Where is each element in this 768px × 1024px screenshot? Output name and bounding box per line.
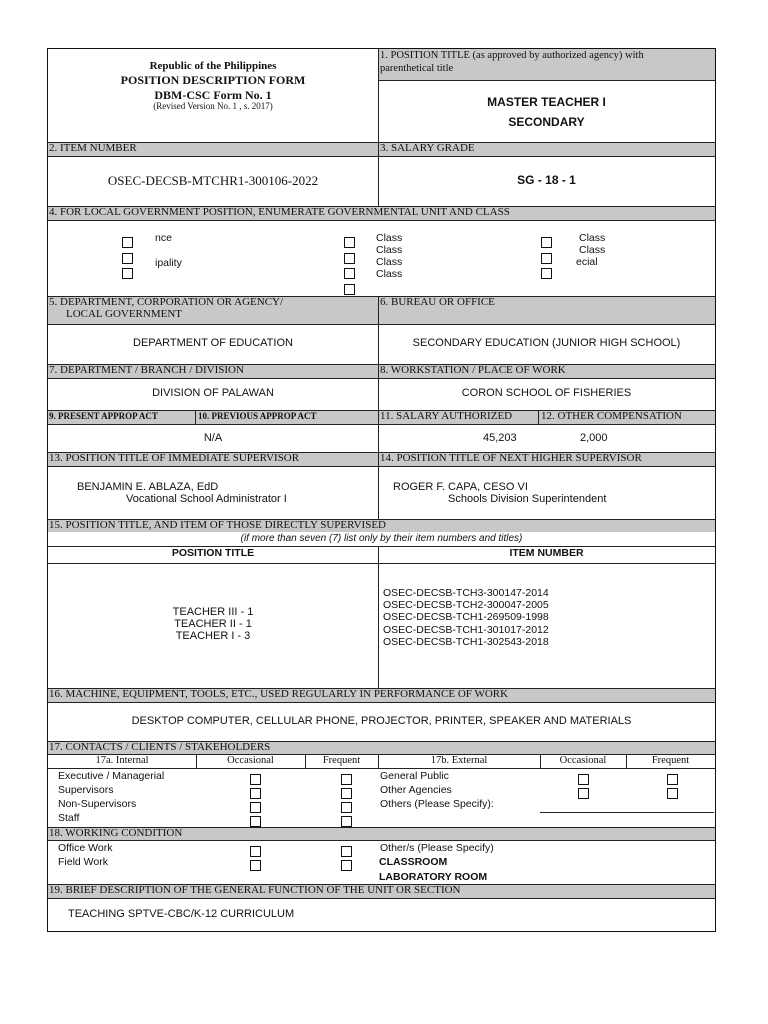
sec4-col2-a: Class bbox=[376, 232, 403, 244]
sec15-label: 15. POSITION TITLE, AND ITEM OF THOSE DIRECTLY SUPERVISED bbox=[49, 519, 386, 531]
sec4-col2-d: Class bbox=[376, 268, 403, 280]
sec10-label: 10. PREVIOUS APPROP ACT bbox=[198, 411, 317, 421]
sec16-label: 16. MACHINE, EQUIPMENT, TOOLS, ETC., USED REGULARLY IN PERFORMANCE OF WORK bbox=[49, 688, 509, 700]
sec8-label: 8. WORKSTATION / PLACE OF WORK bbox=[380, 364, 566, 376]
sec19-label: 19. BRIEF DESCRIPTION OF THE GENERAL FUNCTION OF THE UNIT OR SECTION bbox=[49, 884, 461, 896]
supervised-item: OSEC-DECSB-TCH2-300047-2005 bbox=[383, 599, 549, 611]
working-condition-checkbox[interactable] bbox=[250, 860, 261, 871]
working-condition-checkbox[interactable] bbox=[341, 860, 352, 871]
working-condition-item: Field Work bbox=[58, 856, 108, 868]
supervised-item: OSEC-DECSB-TCH1-269509-1998 bbox=[383, 611, 549, 623]
sec4-label: 4. FOR LOCAL GOVERNMENT POSITION, ENUMERATE GOVERNMENTAL UNIT AND CLASS bbox=[49, 206, 510, 218]
sec4-checkbox[interactable] bbox=[122, 237, 133, 248]
position-title: MASTER TEACHER I bbox=[487, 95, 606, 109]
sec1-label-2: parenthetical title bbox=[380, 63, 454, 74]
occasional-header: Occasional bbox=[227, 755, 274, 766]
supervised-position: TEACHER I - 3 bbox=[175, 630, 251, 642]
working-condition-checkbox[interactable] bbox=[341, 846, 352, 857]
sec11-label: 11. SALARY AUTHORIZED bbox=[380, 410, 513, 422]
immediate-supervisor-name: BENJAMIN E. ABLAZA, EdD bbox=[77, 481, 219, 493]
supervised-item: OSEC-DECSB-TCH1-302543-2018 bbox=[383, 636, 549, 648]
salary-authorized: 45,203 bbox=[483, 432, 517, 444]
external-occasional-checkbox[interactable] bbox=[578, 788, 589, 799]
form-name: POSITION DESCRIPTION FORM bbox=[120, 73, 306, 87]
revised-version: (Revised Version No. 1 , s. 2017) bbox=[153, 101, 273, 111]
external-item: Others (Please Specify): bbox=[380, 798, 494, 810]
sec5-label: 5. DEPARTMENT, CORPORATION OR AGENCY/ bbox=[49, 296, 284, 308]
sec7-label: 7. DEPARTMENT / BRANCH / DIVISION bbox=[49, 364, 244, 376]
position-title-2: SECONDARY bbox=[508, 115, 585, 129]
internal-frequent-checkbox[interactable] bbox=[341, 788, 352, 799]
sec17-label: 17. CONTACTS / CLIENTS / STAKEHOLDERS bbox=[49, 741, 271, 753]
item-number-header: ITEM NUMBER bbox=[509, 547, 584, 559]
internal-occasional-checkbox[interactable] bbox=[250, 802, 261, 813]
immediate-supervisor-title: Vocational School Administrator I bbox=[126, 493, 287, 505]
other-compensation: 2,000 bbox=[580, 432, 608, 444]
internal-header: 17a. Internal bbox=[95, 755, 149, 766]
division: DIVISION OF PALAWAN bbox=[152, 387, 274, 399]
working-condition-item: Office Work bbox=[58, 842, 113, 854]
external-frequent-checkbox[interactable] bbox=[667, 774, 678, 785]
sec4-checkbox[interactable] bbox=[541, 253, 552, 264]
sec6-label: 6. BUREAU OR OFFICE bbox=[380, 296, 495, 308]
sec4-checkbox[interactable] bbox=[122, 268, 133, 279]
sec15-note: (if more than seven (7) list only by their item numbers and titles) bbox=[240, 533, 523, 544]
next-supervisor-name: ROGER F. CAPA, CESO VI bbox=[393, 481, 528, 493]
internal-frequent-checkbox[interactable] bbox=[341, 774, 352, 785]
equipment-used: DESKTOP COMPUTER, CELLULAR PHONE, PROJECTOR, PRINTER, SPEAKER AND MATERIALS bbox=[131, 715, 632, 727]
occasional-header: Occasional bbox=[559, 755, 607, 766]
sec4-checkbox[interactable] bbox=[344, 253, 355, 264]
sec4-checkbox[interactable] bbox=[344, 237, 355, 248]
salary-grade: SG - 18 - 1 bbox=[517, 173, 576, 187]
internal-occasional-checkbox[interactable] bbox=[250, 816, 261, 827]
sec12-label: 12. OTHER COMPENSATION bbox=[541, 410, 682, 422]
sec1-label: 1. POSITION TITLE (as approved by authorized agency) with bbox=[380, 50, 644, 61]
sec4-checkbox[interactable] bbox=[344, 268, 355, 279]
internal-item: Non-Supervisors bbox=[58, 798, 137, 810]
workstation: CORON SCHOOL OF FISHERIES bbox=[461, 387, 632, 399]
sec18-label: 18. WORKING CONDITION bbox=[49, 827, 183, 839]
supervised-position: TEACHER II - 1 bbox=[174, 618, 252, 630]
external-item: Other Agencies bbox=[380, 784, 452, 796]
sec4-checkbox[interactable] bbox=[541, 237, 552, 248]
frequent-header: Frequent bbox=[322, 755, 361, 766]
other-condition: CLASSROOM bbox=[379, 856, 448, 868]
sec4-col2-b: Class bbox=[376, 244, 403, 256]
next-supervisor-title: Schools Division Superintendent bbox=[448, 493, 607, 505]
item-number: OSEC-DECSB-MTCHR1-300106-2022 bbox=[107, 173, 319, 188]
internal-item: Staff bbox=[58, 812, 80, 824]
department: DEPARTMENT OF EDUCATION bbox=[133, 337, 293, 349]
internal-frequent-checkbox[interactable] bbox=[341, 816, 352, 827]
internal-frequent-checkbox[interactable] bbox=[341, 802, 352, 813]
sec4-col1-b: ipality bbox=[155, 257, 182, 269]
external-frequent-checkbox[interactable] bbox=[667, 788, 678, 799]
sec4-checkbox[interactable] bbox=[541, 268, 552, 279]
internal-occasional-checkbox[interactable] bbox=[250, 788, 261, 799]
supervised-item: OSEC-DECSB-TCH3-300147-2014 bbox=[383, 587, 549, 599]
sec4-col2-c: Class bbox=[376, 256, 403, 268]
external-header: 17b. External bbox=[430, 755, 488, 766]
external-item: General Public bbox=[380, 770, 449, 782]
external-occasional-checkbox[interactable] bbox=[578, 774, 589, 785]
present-approp-value: N/A bbox=[203, 432, 223, 444]
sec5-label-2: LOCAL GOVERNMENT bbox=[66, 308, 182, 320]
other-condition: LABORATORY ROOM bbox=[379, 871, 488, 883]
bureau-office: SECONDARY EDUCATION (JUNIOR HIGH SCHOOL) bbox=[412, 337, 681, 349]
sec3-label: 3. SALARY GRADE bbox=[380, 142, 475, 154]
form-number: DBM-CSC Form No. 1 bbox=[154, 88, 272, 102]
sec2-label: 2. ITEM NUMBER bbox=[49, 142, 137, 154]
frequent-header: Frequent bbox=[651, 755, 690, 766]
sec4-col3-c: ecial bbox=[576, 256, 598, 268]
internal-occasional-checkbox[interactable] bbox=[250, 774, 261, 785]
sec4-col3-a: Class bbox=[579, 232, 606, 244]
others-label: Other/s (Please Specify) bbox=[380, 842, 494, 854]
supervised-item: OSEC-DECSB-TCH1-301017-2012 bbox=[383, 624, 549, 636]
position-title-header: POSITION TITLE bbox=[171, 547, 255, 559]
sec4-col3-b: Class bbox=[579, 244, 606, 256]
internal-item: Supervisors bbox=[58, 784, 114, 796]
sec9-label: 9. PRESENT APPROP ACT bbox=[49, 411, 158, 421]
internal-item: Executive / Managerial bbox=[58, 770, 165, 782]
republic-text: Republic of the Philippines bbox=[149, 60, 277, 72]
sec13-label: 13. POSITION TITLE OF IMMEDIATE SUPERVISOR bbox=[49, 452, 300, 464]
sec4-col1-a: nce bbox=[155, 232, 172, 244]
general-function: TEACHING SPTVE-CBC/K-12 CURRICULUM bbox=[68, 908, 295, 920]
supervised-position: TEACHER III - 1 bbox=[172, 606, 254, 618]
sec14-label: 14. POSITION TITLE OF NEXT HIGHER SUPERVISOR bbox=[380, 452, 642, 464]
sec4-checkbox[interactable] bbox=[344, 284, 355, 295]
working-condition-checkbox[interactable] bbox=[250, 846, 261, 857]
sec4-checkbox[interactable] bbox=[122, 253, 133, 264]
